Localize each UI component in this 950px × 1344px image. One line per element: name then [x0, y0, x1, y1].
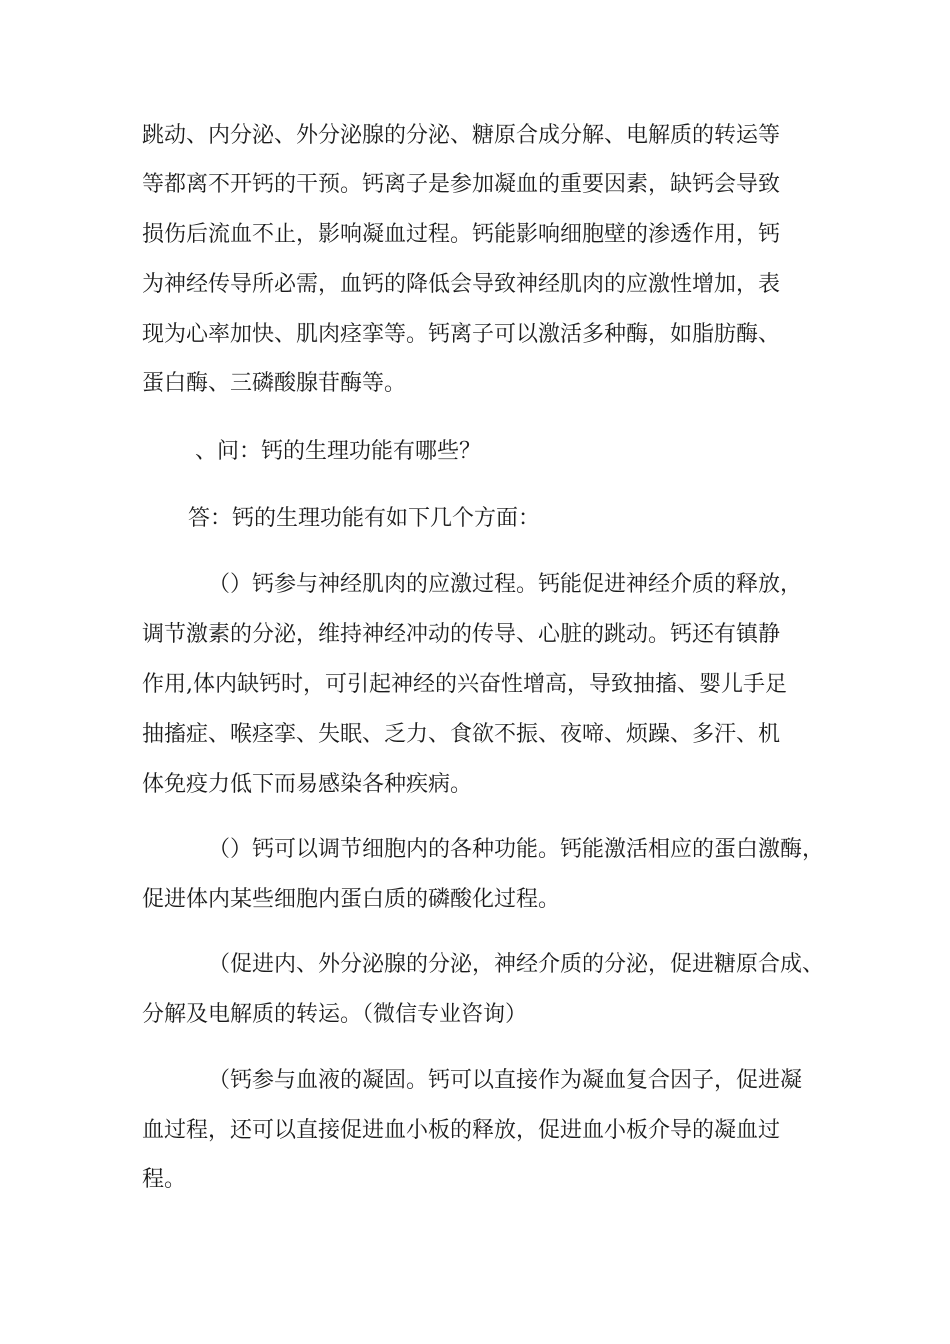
text-line: 抽搐症、喉痉挛、失眠、乏力、食欲不振、夜啼、烦躁、多汗、机: [142, 722, 781, 747]
text-line: 现为心率加快、肌肉痉挛等。钙离子可以激活多种酶，如脂肪酶、: [142, 322, 781, 347]
text-line: 促进体内某些细胞内蛋白质的磷酸化过程。: [142, 887, 561, 912]
text-line: 为神经传导所必需，血钙的降低会导致神经肌肉的应激性增加，表: [142, 272, 781, 297]
text-line: 损伤后流血不止，影响凝血过程。钙能影响细胞壁的渗透作用，钙: [142, 222, 781, 247]
text-line: （）钙参与神经肌肉的应激过程。钙能促进神经介质的释放，: [208, 572, 803, 597]
text-line: （）钙可以调节细胞内的各种功能。钙能激活相应的蛋白激酶，: [208, 837, 825, 862]
text-line: 等都离不开钙的干预。钙离子是参加凝血的重要因素，缺钙会导致: [142, 172, 781, 197]
text-line: 程。: [142, 1167, 187, 1192]
text-line: 分解及电解质的转运。（微信专业咨询）: [142, 1002, 528, 1027]
text-line: 跳动、内分泌、外分泌腺的分泌、糖原合成分解、电解质的转运等: [142, 123, 781, 148]
text-line: （钙参与血液的凝固。钙可以直接作为凝血复合因子，促进凝: [208, 1068, 803, 1093]
answer-intro: 答：钙的生理功能有如下几个方面：: [188, 506, 541, 531]
text-line: 作用,体内缺钙时，可引起神经的兴奋性增高，导致抽搐、婴儿手足: [142, 672, 787, 697]
question-heading: 、问：钙的生理功能有哪些？: [195, 439, 482, 464]
text-line: 血过程，还可以直接促进血小板的释放，促进血小板介导的凝血过: [142, 1118, 781, 1143]
text-line: 调节激素的分泌，维持神经冲动的传导、心脏的跳动。钙还有镇静: [142, 622, 781, 647]
text-line: （促进内、外分泌腺的分泌，神经介质的分泌，促进糖原合成、: [208, 952, 825, 977]
text-line: 蛋白酶、三磷酸腺苷酶等。: [142, 371, 407, 396]
text-line: 体免疫力低下而易感染各种疾病。: [142, 772, 473, 797]
